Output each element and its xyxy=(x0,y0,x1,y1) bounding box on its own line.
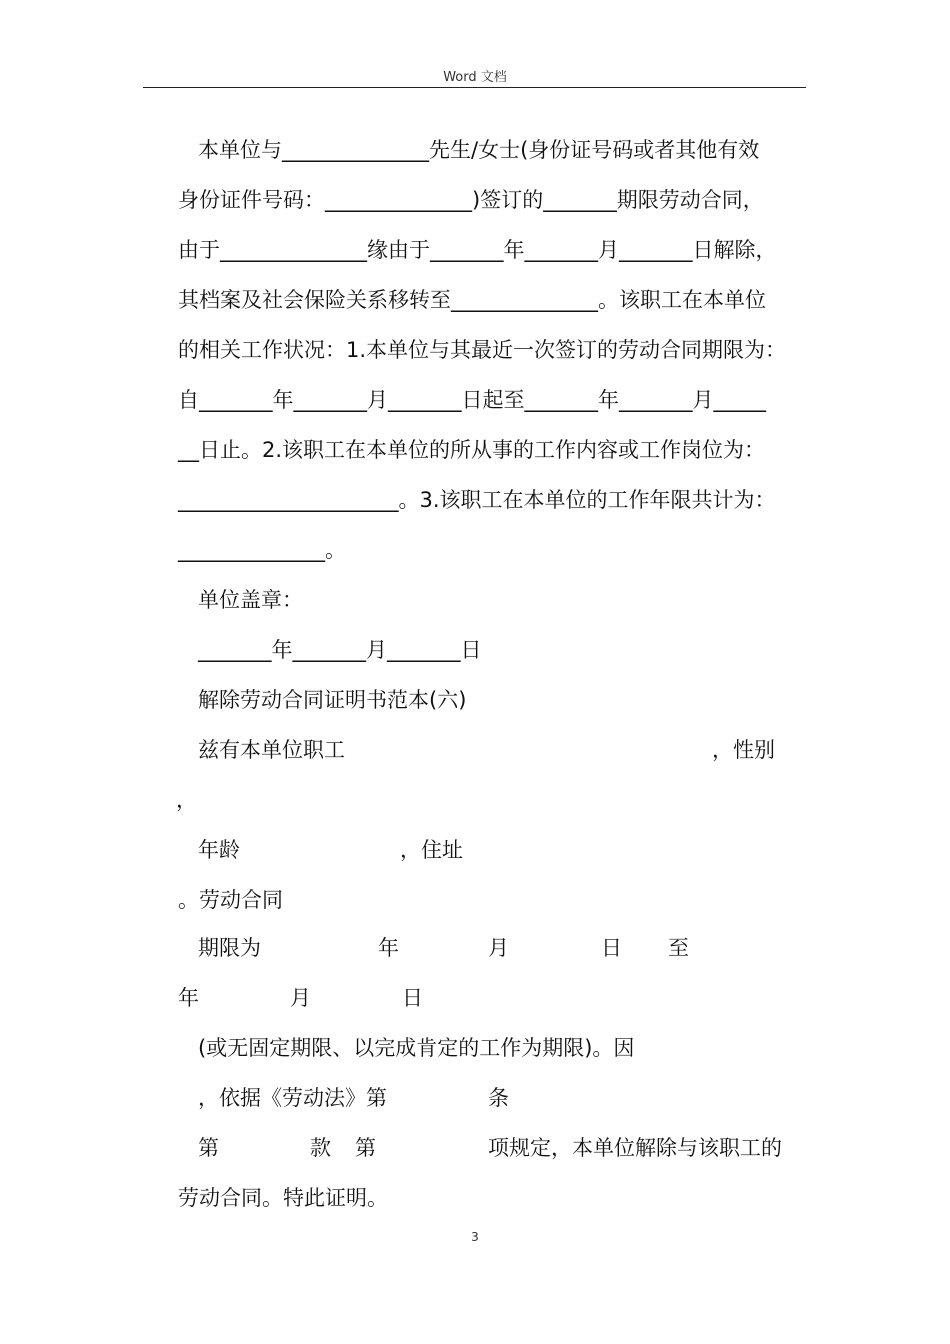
paragraph-line: 兹有本单位职工 xyxy=(198,738,345,762)
section-title: 解除劳动合同证明书范本(六) xyxy=(198,688,467,712)
paragraph-line: __日止。2.该职工在本单位的所从事的工作内容或工作岗位为： xyxy=(178,438,766,462)
page-number: 3 xyxy=(471,1230,479,1244)
paragraph-line: ，性别 xyxy=(712,738,775,762)
paragraph-line: ______________。 xyxy=(178,538,346,562)
paragraph-line: 劳动合同。特此证明。 xyxy=(178,1186,388,1210)
paragraph-line: 由于______________缘由于_______年_______月_______日解除， xyxy=(178,238,777,262)
date-line: _______年_______月_______日 xyxy=(198,638,482,662)
paragraph-line: 日 xyxy=(601,936,622,960)
paragraph-line: _____________________。3.该职工在本单位的工作年限共计为： xyxy=(178,488,776,512)
paragraph-line: 年 xyxy=(178,986,199,1010)
paragraph-line: 年龄 xyxy=(198,838,240,862)
paragraph-line: 条 xyxy=(488,1086,509,1110)
paragraph-line: 款 xyxy=(310,1136,331,1160)
paragraph-line: 期限为 xyxy=(198,936,261,960)
paragraph-line: 自_______年_______月_______日起至_______年_______月_____ xyxy=(178,388,766,412)
paragraph-line: ， xyxy=(176,788,197,812)
header-divider xyxy=(143,87,806,88)
paragraph-line: 本单位与______________先生/女士(身份证号码或者其他有效 xyxy=(198,138,760,162)
unit-seal-label: 单位盖章： xyxy=(198,588,303,612)
paragraph-line: 第 xyxy=(355,1136,376,1160)
paragraph-line: 。劳动合同 xyxy=(178,888,283,912)
paragraph-line: 月 xyxy=(290,986,311,1010)
paragraph-line: 日 xyxy=(402,986,423,1010)
paragraph-line: 其档案及社会保险关系移转至______________。该职工在本单位 xyxy=(178,288,766,312)
paragraph-line: 年 xyxy=(378,936,399,960)
paragraph-line: 身份证件号码：______________)签订的_______期限劳动合同， xyxy=(178,188,764,212)
paragraph-line: ，依据《劳动法》第 xyxy=(198,1086,387,1110)
document-header: Word 文档 xyxy=(443,70,507,85)
paragraph-line: 的相关工作状况：1.本单位与其最近一次签订的劳动合同期限为： xyxy=(178,338,787,362)
paragraph-line: (或无固定期限、以完成肯定的工作为期限)。因 xyxy=(198,1036,635,1060)
paragraph-line: 月 xyxy=(488,936,509,960)
paragraph-line: 项规定，本单位解除与该职工的 xyxy=(488,1136,782,1160)
paragraph-line: 至 xyxy=(668,936,689,960)
paragraph-line: 第 xyxy=(198,1136,219,1160)
paragraph-line: ，住址 xyxy=(400,838,463,862)
